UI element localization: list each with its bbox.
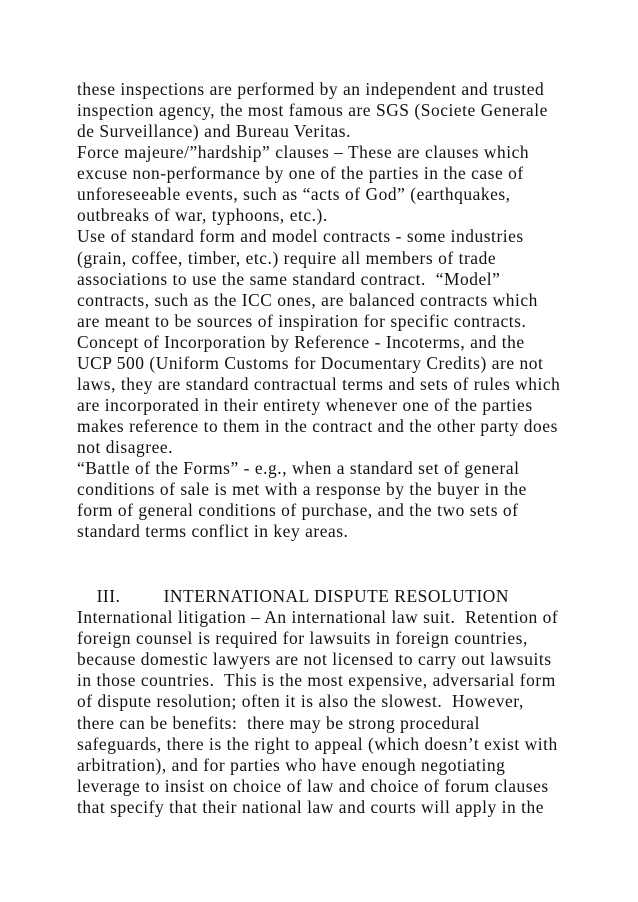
text-line: “Battle of the Forms” - e.g., when a standard set of general [77, 458, 520, 479]
text-line: International litigation – An international law suit. Retention of [77, 607, 559, 627]
text-line: in those countries. This is the most expensive, adversarial form [77, 670, 556, 691]
text-line: of dispute resolution; often it is also the slowest. However, [77, 691, 524, 712]
text-line: associations to use the same standard contract. “Model” [77, 268, 501, 289]
text-line: conditions of sale is met with a response by the buyer in the [77, 479, 527, 500]
text-line: because domestic lawyers are not licensed to carry out lawsuits [77, 649, 552, 670]
section-number: III. [96, 586, 121, 606]
text-line: Force majeure/”hardship” clauses – These are clauses which [77, 142, 530, 163]
text-line: laws, they are standard contractual terms and sets of rules which [77, 373, 561, 394]
text-line: unforeseeable events, such as “acts of God” (earthquakes, [77, 184, 511, 205]
section-title: INTERNATIONAL DISPUTE RESOLUTION [163, 586, 510, 606]
text-line: form of general conditions of purchase, and the two sets of [77, 500, 519, 521]
text-line: de Surveillance) and Bureau Veritas. [77, 121, 351, 142]
text-line: arbitration), and for parties who have enough negotiating [77, 754, 506, 775]
text-line: safeguards, there is the right to appeal (which doesn’t exist with [77, 733, 558, 754]
text-line: are incorporated in their entirety whenever one of the parties [77, 395, 533, 416]
text-line: these inspections are performed by an independent and trusted [77, 79, 545, 99]
text-line: Concept of Incorporation by Reference - Incoterms, and the [77, 331, 525, 352]
text-line: inspection agency, the most famous are SGS (Societe Generale [77, 100, 548, 121]
text-line: are meant to be sources of inspiration for specific contracts. [77, 310, 527, 331]
text-line: Use of standard form and model contracts - some industries [77, 226, 524, 247]
text-line: not disagree. [77, 437, 174, 458]
text-line: standard terms conflict in key areas. [77, 521, 349, 542]
text-line: excuse non-performance by one of the parties in the case of [77, 163, 524, 184]
text-line: contracts, such as the ICC ones, are balanced contracts which [77, 289, 538, 310]
text-line: UCP 500 (Uniform Customs for Documentary Credits) are not [77, 352, 544, 373]
text-line: foreign counsel is required for lawsuits in foreign countries, [77, 628, 528, 649]
text-line: outbreaks of war, typhoons, etc.). [77, 205, 328, 226]
text-line: (grain, coffee, timber, etc.) require all members of trade [77, 247, 497, 268]
text-line: leverage to insist on choice of law and choice of forum clauses [77, 775, 549, 796]
text-line: that specify that their national law and courts will apply in the [77, 796, 545, 817]
text-line: there can be benefits: there may be strong procedural [77, 712, 480, 733]
text-line: makes reference to them in the contract and the other party does [77, 416, 558, 437]
